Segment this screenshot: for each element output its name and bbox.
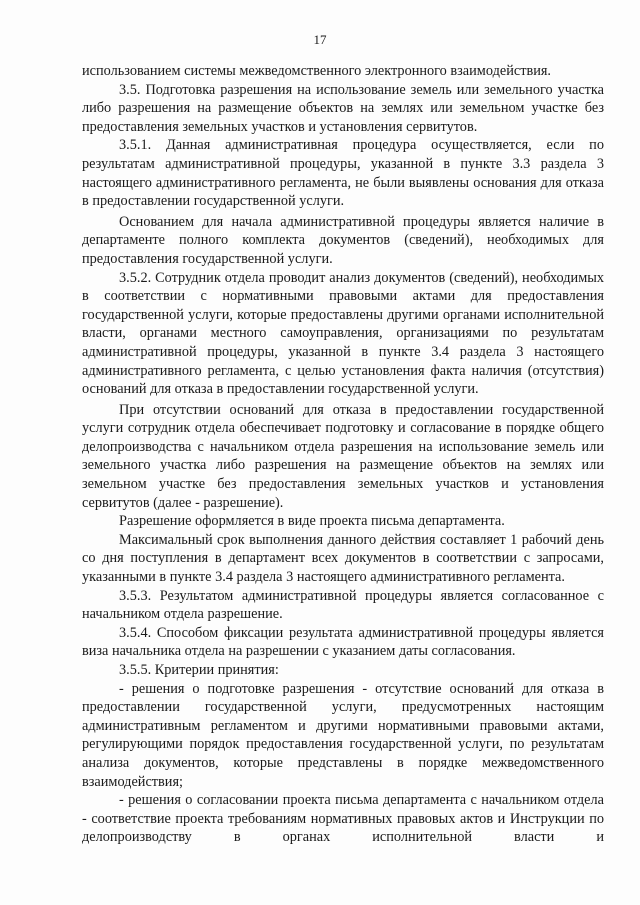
paragraph: 3.5. Подготовка разрешения на использование земель или земельного участка либо разрешения на размещение объектов на землях или земельном участке без предоставления земельных участков и установления сервитутов. xyxy=(82,81,604,135)
paragraph: Основанием для начала административной процедуры является наличие в департаменте полного комплекта документов (сведений), необходимых для предоставления государственной услуги. xyxy=(82,213,604,267)
paragraph: - решения о согласовании проекта письма департамента с начальником отдела - соответствие проекта требованиям нормативных правовых актов и Инструкции по делопроизводству в органах исполнительной власти и xyxy=(82,792,604,846)
paragraph: 3.5.5. Критерии принятия: xyxy=(119,662,279,678)
paragraph: 3.5.2. Сотрудник отдела проводит анализ документов (сведений), необходимых в соответствии с нормативными правовыми актами для предоставления государственной услуги, которые предоставлены другими органами исполнительной власти, органами местного самоуправления, организациями по результатам административной процедуры, указанной в пункте 3.4 раздела 3 настоящего административного регламента, с целью установления факта наличия (отсутствия) оснований для отказа в предоставлении государственной услуги. xyxy=(82,269,604,398)
paragraph: использованием системы межведомственного электронного взаимодействия. xyxy=(82,63,552,79)
paragraph: Максимальный срок выполнения данного действия составляет 1 рабочий день со дня поступления в департамент всех документов в соответствии с запросами, указанными в пункте 3.4 раздела 3 настоящего административного регламента. xyxy=(82,531,604,586)
paragraph: 3.5.1. Данная административная процедура осуществляется, если по результатам административной процедуры, указанной в пункте 3.3 раздела 3 настоящего административного регламента, не были выявлены основания для отказа в предоставлении государственной услуги. xyxy=(82,137,604,210)
paragraph: - решения о подготовке разрешения - отсутствие оснований для отказа в предоставлении государственной услуги, предусмотренных настоящим административным регламентом и другими нормативными правовыми актами, регулирующими порядок предоставления государственной услуги, по результатам анализа документов, которые представлены в порядке межведомственного взаимодействия; xyxy=(82,680,604,790)
paragraph: 3.5.3. Результатом административной процедуры является согласованное с начальником отдела разрешение. xyxy=(82,587,604,623)
paragraph: Разрешение оформляется в виде проекта письма департамента. xyxy=(119,513,505,530)
document-body xyxy=(82,62,604,847)
paragraph: 3.5.4. Способом фиксации результата административной процедуры является виза начальника отдела на разрешении с указанием даты согласования. xyxy=(82,624,604,660)
paragraph: При отсутствии оснований для отказа в предоставлении государственной услуги сотрудник отдела обеспечивает подготовку и согласование в порядке общего делопроизводства с начальником отдела разрешения на использование земель или земельного участка либо разрешения на размещение объектов на землях или земельном участке без предоставления земельных участков и установления сервитутов (далее - разрешение). xyxy=(82,401,604,511)
page-number: 17 xyxy=(313,32,327,47)
